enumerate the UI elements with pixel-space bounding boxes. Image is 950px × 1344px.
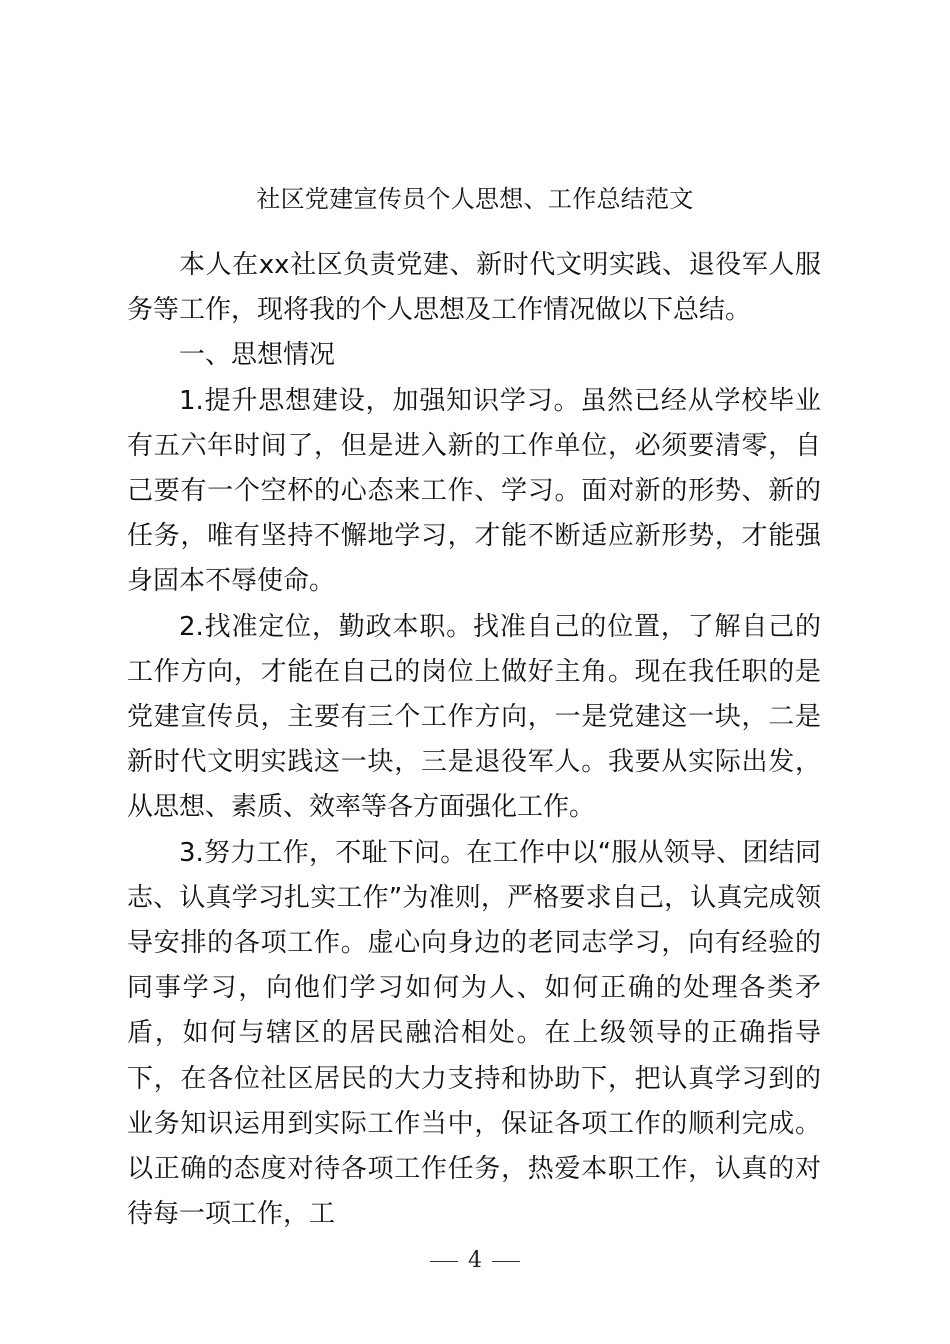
document-title: 社区党建宣传员个人思想、工作总结范文 [256, 185, 694, 213]
paragraph-intro: 本人在xx社区负责党建、新时代文明实践、退役军人服务等工作，现将我的个人思想及工作情况做以下总结。 [127, 250, 821, 326]
paragraph-item-3: 3.努力工作，不耻下问。在工作中以“服从领导、团结同志、认真学习扎实工作”为准则，严格要求自己，认真完成领导安排的各项工作。虚心向身边的老同志学习，向有经验的同事学习，向他们学习如何为人、如何正确的处理各类矛盾，如何与辖区的居民融洽相处。在上级领导的正确指导下，在各位社区居民的大力支持和协助下，把认真学习到的业务知识运用到实际工作当中，保证各项工作的顺利完成。以正确的态度对待各项工作任务，热爱本职工作，认真的对待每一项工作，工 [127, 837, 821, 1230]
paragraph-item-2: 2.找准定位，勤政本职。找准自己的位置，了解自己的工作方向，才能在自己的岗位上做好主角。现在我任职的是党建宣传员，主要有三个工作方向，一是党建这一块，二是新时代文明实践这一块，三是退役军人。我要从实际出发，从思想、素质、效率等各方面强化工作。 [127, 611, 821, 823]
footer-dash-right [492, 1261, 520, 1262]
page-footer [0, 1246, 950, 1276]
page-number: 4 [468, 1248, 482, 1273]
document-body [127, 243, 821, 1237]
section-heading-thought: 一、思想情况 [179, 340, 336, 371]
paragraph-item-1: 1.提升思想建设，加强知识学习。虽然已经从学校毕业有五六年时间了，但是进入新的工作单位，必须要清零，自己要有一个空杯的心态来工作、学习。面对新的形势、新的任务，唯有坚持不懈地学习，才能不断适应新形势，才能强身固本不辱使命。 [127, 385, 821, 597]
footer-dash-left [430, 1261, 458, 1262]
